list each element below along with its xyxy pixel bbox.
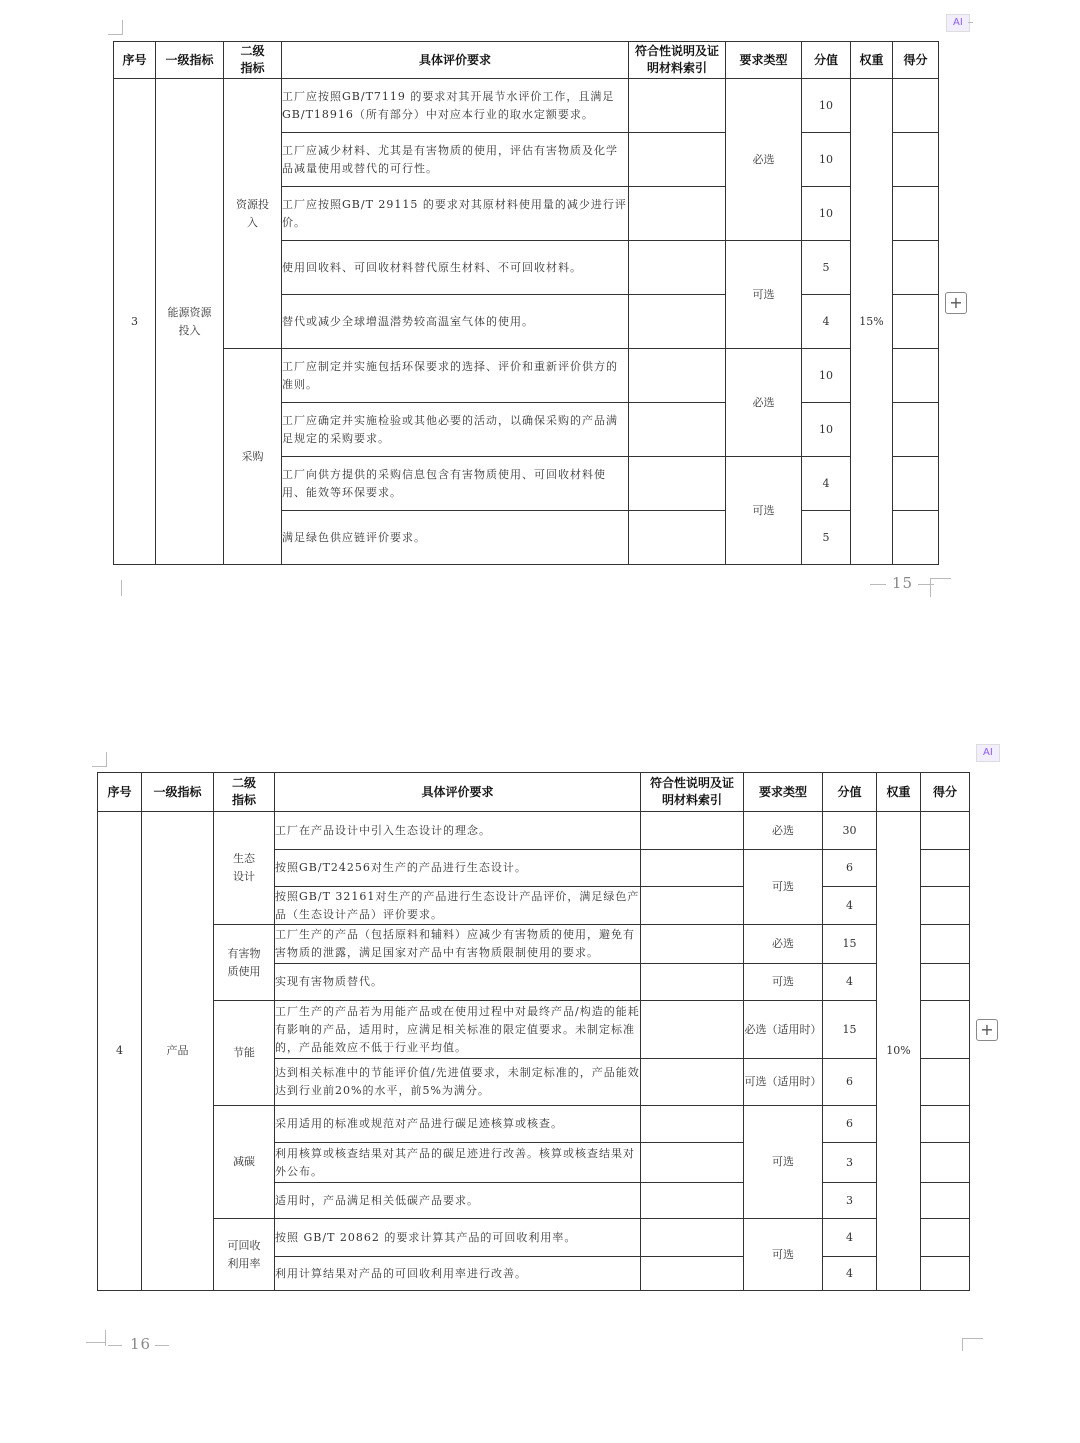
req-type-cell: 必选（适用时） [744,1001,823,1059]
points-cell: 4 [823,1219,877,1257]
requirement-cell: 工厂生产的产品（包括原料和辅料）应减少有害物质的使用，避免有害物质的泄露，满足国家对产品中有害物质限制使用的要求。 [275,925,641,964]
header-requirement: 具体评价要求 [275,773,641,812]
level1-cell: 产品 [142,812,214,1291]
level2-cell: 有害物 质使用 [214,925,275,1001]
points-cell: 10 [802,79,851,133]
points-cell: 10 [802,187,851,241]
req-type-cell: 可选 [744,1106,823,1219]
requirement-cell: 达到相关标准中的节能评价值/先进值要求，未制定标准的，产品能效达到行业前20%的水平，前5%为满分。 [275,1059,641,1106]
page-corner-mark [92,752,107,767]
points-cell: 4 [802,457,851,511]
requirement-cell: 适用时，产品满足相关低碳产品要求。 [275,1183,641,1219]
score-cell[interactable] [921,1106,970,1143]
header-level1: 一级指标 [142,773,214,812]
score-cell[interactable] [921,1219,970,1257]
level2-cell: 采购 [224,349,282,565]
add-row-plus-icon[interactable]: + [976,1019,998,1041]
evidence-cell[interactable] [641,1001,744,1059]
points-cell: 6 [823,1106,877,1143]
req-type-cell: 可选 [744,850,823,925]
level2-cell: 生态 设计 [214,812,275,925]
score-cell[interactable] [921,925,970,964]
requirement-cell: 工厂应确定并实施检验或其他必要的活动，以确保采购的产品满足规定的采购要求。 [282,403,629,457]
req-type-cell: 可选 [744,1219,823,1291]
page-corner-mark [962,1338,983,1351]
requirement-cell: 按照GB/T 32161对生产的产品进行生态设计产品评价，满足绿色产品（生态设计产品）评价要求。 [275,887,641,925]
page-number-dash-left [870,584,886,585]
points-cell: 6 [823,850,877,887]
requirement-cell: 工厂应减少材料、尤其是有害物质的使用，评估有害物质及化学品减量使用或替代的可行性。 [282,133,629,187]
page-number: 16 [130,1335,152,1353]
page-number: 15 [892,574,914,592]
score-cell[interactable] [921,1257,970,1291]
header-weight: 权重 [851,42,893,79]
level2-cell: 减碳 [214,1106,275,1219]
points-cell: 4 [823,1257,877,1291]
page-corner-mark [86,1342,106,1343]
requirement-cell: 利用计算结果对产品的可回收利用率进行改善。 [275,1257,641,1291]
header-score: 得分 [921,773,970,812]
score-cell[interactable] [893,241,939,295]
score-cell[interactable] [893,349,939,403]
page-number-dash-right [155,1345,169,1346]
requirement-cell: 工厂在产品设计中引入生态设计的理念。 [275,812,641,850]
requirement-cell: 替代或减少全球增温潜势较高温室气体的使用。 [282,295,629,349]
evidence-cell[interactable] [629,187,726,241]
requirement-cell: 利用核算或核查结果对其产品的碳足迹进行改善。核算或核查结果对外公布。 [275,1143,641,1183]
points-cell: 4 [802,295,851,349]
req-type-cell: 可选 [744,964,823,1001]
weight-cell: 10% [877,812,921,1291]
requirement-cell: 工厂生产的产品若为用能产品或在使用过程中对最终产品/构造的能耗有影响的产品，适用时，应满足相关标准的限定值要求。未制定标准的，产品能效应不低于行业平均值。 [275,1001,641,1059]
requirement-cell: 按照 GB/T 20862 的要求计算其产品的可回收利用率。 [275,1219,641,1257]
add-row-plus-icon[interactable]: + [945,292,967,314]
points-cell: 15 [823,925,877,964]
requirement-cell: 满足绿色供应链评价要求。 [282,511,629,565]
score-cell[interactable] [893,133,939,187]
score-cell[interactable] [893,187,939,241]
points-cell: 10 [802,403,851,457]
points-cell: 5 [802,241,851,295]
header-level2: 二级 指标 [224,42,282,79]
header-requirement: 具体评价要求 [282,42,629,79]
evidence-cell[interactable] [641,1257,744,1291]
evidence-cell[interactable] [641,925,744,964]
points-cell: 15 [823,1001,877,1059]
header-level1: 一级指标 [156,42,224,79]
req-type-cell: 必选 [726,349,802,457]
evidence-cell[interactable] [629,295,726,349]
score-cell[interactable] [921,1059,970,1106]
page-corner-mark [107,580,122,596]
evidence-cell[interactable] [641,1183,744,1219]
header-req-type: 要求类型 [744,773,823,812]
requirement-cell: 工厂向供方提供的采购信息包含有害物质使用、可回收材料使用、能效等环保要求。 [282,457,629,511]
evidence-cell[interactable] [641,1106,744,1143]
evidence-cell[interactable] [629,349,726,403]
score-cell[interactable] [893,511,939,565]
requirement-cell: 工厂应按照GB/T 29115 的要求对其原材料使用量的减少进行评价。 [282,187,629,241]
header-evidence: 符合性说明及证 明材料索引 [641,773,744,812]
header-seq: 序号 [98,773,142,812]
score-cell[interactable] [893,295,939,349]
score-cell[interactable] [921,1143,970,1183]
document-page-15 [0,0,1080,640]
level2-cell: 资源投 入 [224,79,282,349]
page-number-dash-left [108,1345,122,1346]
score-cell[interactable] [893,403,939,457]
header-score: 得分 [893,42,939,79]
evidence-cell[interactable] [641,1059,744,1106]
requirement-cell: 采用适用的标准或规范对产品进行碳足迹核算或核查。 [275,1106,641,1143]
document-page-16 [0,730,1080,1443]
page-corner-mark [930,578,951,597]
level2-cell: 节能 [214,1001,275,1106]
score-cell[interactable] [921,850,970,887]
score-cell[interactable] [893,457,939,511]
level1-cell: 能源资源 投入 [156,79,224,565]
points-cell: 5 [802,511,851,565]
score-cell[interactable] [893,79,939,133]
ai-assistant-badge[interactable]: AI [976,744,1000,762]
evidence-cell[interactable] [629,133,726,187]
points-cell: 3 [823,1143,877,1183]
page-corner-mark [105,1330,106,1346]
req-type-cell: 可选（适用时） [744,1059,823,1106]
evaluation-table-page-15 [113,41,939,565]
req-type-cell: 必选 [744,925,823,964]
score-cell[interactable] [921,1001,970,1059]
evidence-cell[interactable] [641,964,744,1001]
weight-cell: 15% [851,79,893,565]
points-cell: 6 [823,1059,877,1106]
score-cell[interactable] [921,887,970,925]
evidence-cell[interactable] [641,1219,744,1257]
evidence-cell[interactable] [629,79,726,133]
header-req-type: 要求类型 [726,42,802,79]
evidence-cell[interactable] [641,887,744,925]
header-points: 分值 [823,773,877,812]
score-cell[interactable] [921,1183,970,1219]
points-cell: 4 [823,964,877,1001]
requirement-cell: 按照GB/T24256对生产的产品进行生态设计。 [275,850,641,887]
requirement-cell: 工厂应制定并实施包括环保要求的选择、评价和重新评价供方的准则。 [282,349,629,403]
points-cell: 30 [823,812,877,850]
header-seq: 序号 [114,42,156,79]
points-cell: 10 [802,349,851,403]
evidence-cell[interactable] [641,812,744,850]
points-cell: 4 [823,887,877,925]
seq-cell: 4 [98,812,142,1291]
score-cell[interactable] [921,812,970,850]
header-evidence: 符合性说明及证 明材料索引 [629,42,726,79]
req-type-cell: 必选 [744,812,823,850]
req-type-cell: 可选 [726,457,802,565]
page-corner-mark [108,20,123,35]
evidence-cell[interactable] [629,241,726,295]
req-type-cell: 可选 [726,241,802,349]
level2-cell: 可回收 利用率 [214,1219,275,1291]
requirement-cell: 工厂应按照GB/T7119 的要求对其开展节水评价工作，且满足GB/T18916（所有部分）中对应本行业的取水定额要求。 [282,79,629,133]
requirement-cell: 使用回收料、可回收材料替代原生材料、不可回收材料。 [282,241,629,295]
evidence-cell[interactable] [629,403,726,457]
header-points: 分值 [802,42,851,79]
evidence-cell[interactable] [629,511,726,565]
points-cell: 10 [802,133,851,187]
requirement-cell: 实现有害物质替代。 [275,964,641,1001]
req-type-cell: 必选 [726,79,802,241]
evidence-cell[interactable] [641,1143,744,1183]
evidence-cell[interactable] [629,457,726,511]
seq-cell: 3 [114,79,156,565]
badge-dash [968,22,973,23]
points-cell: 3 [823,1183,877,1219]
score-cell[interactable] [921,964,970,1001]
ai-assistant-badge[interactable]: AI [946,14,970,32]
header-weight: 权重 [877,773,921,812]
header-level2: 二级 指标 [214,773,275,812]
evidence-cell[interactable] [641,850,744,887]
evaluation-table-page-16 [97,772,970,1291]
